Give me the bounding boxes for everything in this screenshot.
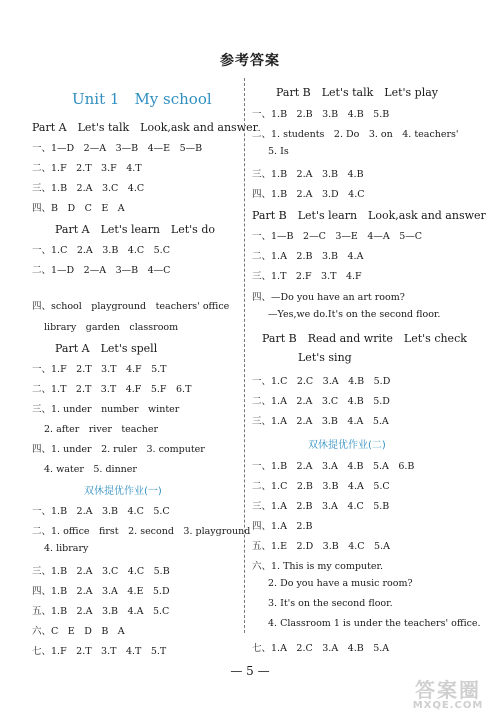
answer-line: 四、school playground teachers' office bbox=[32, 301, 230, 312]
answer-line: 四、1.B 2.A 3.A 4.E 5.D bbox=[32, 586, 170, 597]
watermark-top-text: 答案圈 bbox=[415, 678, 481, 702]
answer-line: 4. water 5. dinner bbox=[44, 464, 137, 475]
answer-line: 二、1.F 2.T 3.F 4.T bbox=[32, 163, 142, 174]
answer-line: 六、C E D B A bbox=[32, 626, 125, 637]
page-number: — 5 — bbox=[230, 664, 270, 678]
answer-line: 五、1.B 2.A 3.B 4.A 5.C bbox=[32, 606, 170, 617]
answer-line: 一、1—D 2—A 3—B 4—E 5—B bbox=[32, 143, 203, 154]
section-heading: Let's sing bbox=[298, 351, 352, 364]
answer-line: 三、1.T 2.F 3.T 4.F bbox=[252, 271, 362, 282]
section-heading: Part B Read and write Let's check bbox=[262, 332, 467, 345]
section-heading: Part A Let's learn Let's do bbox=[55, 223, 215, 236]
weekend-homework-heading: 双休提优作业(二) bbox=[308, 440, 386, 451]
section-heading: Part B Let's talk Let's play bbox=[276, 86, 439, 99]
section-heading: Part B Let's learn Look,ask and answer bbox=[252, 209, 486, 222]
answer-line: 一、1.B 2.B 3.B 4.B 5.B bbox=[252, 109, 390, 120]
answer-line: 四、1.B 2.A 3.D 4.C bbox=[252, 189, 365, 200]
answer-line: 四、1.A 2.B bbox=[252, 521, 313, 532]
answer-line: 3. It's on the second floor. bbox=[268, 598, 393, 609]
answer-line: 二、1.A 2.B 3.B 4.A bbox=[252, 251, 364, 262]
unit-title: Unit 1 My school bbox=[72, 90, 212, 108]
answer-line: 三、1.B 2.A 3.B 4.B bbox=[252, 169, 364, 180]
answer-line: 一、1.F 2.T 3.T 4.F 5.T bbox=[32, 364, 167, 375]
answer-line: 2. Do you have a music room? bbox=[268, 578, 413, 589]
watermark-bottom-text: MXQE.COM bbox=[412, 700, 484, 711]
answer-line: 二、1. students 2. Do 3. on 4. teachers' bbox=[252, 129, 459, 140]
answer-line: —Yes,we do.It's on the second floor. bbox=[268, 309, 441, 320]
answer-line: 一、1.C 2.A 3.B 4.C 5.C bbox=[32, 245, 170, 256]
answer-line: 一、1.C 2.C 3.A 4.B 5.D bbox=[252, 376, 391, 387]
answer-line: 六、1. This is my computer. bbox=[252, 561, 384, 572]
weekend-homework-heading: 双休提优作业(一) bbox=[84, 486, 162, 497]
answer-line: 四、1. under 2. ruler 3. computer bbox=[32, 444, 205, 455]
answer-line: 五、1.E 2.D 3.B 4.C 5.A bbox=[252, 541, 390, 552]
answer-line: 七、1.A 2.C 3.A 4.B 5.A bbox=[252, 643, 390, 654]
answer-line: 2. after river teacher bbox=[44, 424, 159, 435]
answer-line: 一、1—B 2—C 3—E 4—A 5—C bbox=[252, 231, 423, 242]
section-heading: Part A Let's talk Look,ask and answer bbox=[32, 121, 258, 134]
answer-line: 二、1. office first 2. second 3. playground bbox=[32, 526, 251, 537]
answer-line: 4. library bbox=[44, 543, 89, 554]
answer-line: 二、1.C 2.B 3.B 4.A 5.C bbox=[252, 481, 390, 492]
answer-line: 三、1.A 2.A 3.B 4.A 5.A bbox=[252, 416, 389, 427]
answer-line: 一、1.B 2.A 3.B 4.C 5.C bbox=[32, 506, 170, 517]
answer-line: 三、1.B 2.A 3.C 4.C bbox=[32, 183, 145, 194]
answer-line: 三、1.A 2.B 3.A 4.C 5.B bbox=[252, 501, 390, 512]
answer-line: library garden classroom bbox=[44, 322, 179, 333]
answer-line: 二、1—D 2—A 3—B 4—C bbox=[32, 265, 171, 276]
page-title: 参考答案 bbox=[220, 53, 280, 69]
section-heading: Part A Let's spell bbox=[55, 342, 158, 355]
column-divider bbox=[244, 78, 246, 633]
answer-line: 5. Is bbox=[268, 146, 289, 157]
answer-line: 三、1.B 2.A 3.C 4.C 5.B bbox=[32, 566, 170, 577]
answer-line: 二、1.A 2.A 3.C 4.B 5.D bbox=[252, 396, 390, 407]
answer-line: 二、1.T 2.T 3.T 4.F 5.F 6.T bbox=[32, 384, 192, 395]
answer-line: 一、1.B 2.A 3.A 4.B 5.A 6.B bbox=[252, 461, 415, 472]
answer-line: 七、1.F 2.T 3.T 4.T 5.T bbox=[32, 646, 167, 657]
answer-line: 四、—Do you have an art room? bbox=[252, 292, 405, 303]
answer-line: 三、1. under number winter bbox=[32, 404, 180, 415]
answer-line: 四、B D C E A bbox=[32, 203, 125, 214]
answer-line: 4. Classroom 1 is under the teachers' office. bbox=[268, 618, 481, 629]
watermark-logo bbox=[402, 680, 494, 714]
